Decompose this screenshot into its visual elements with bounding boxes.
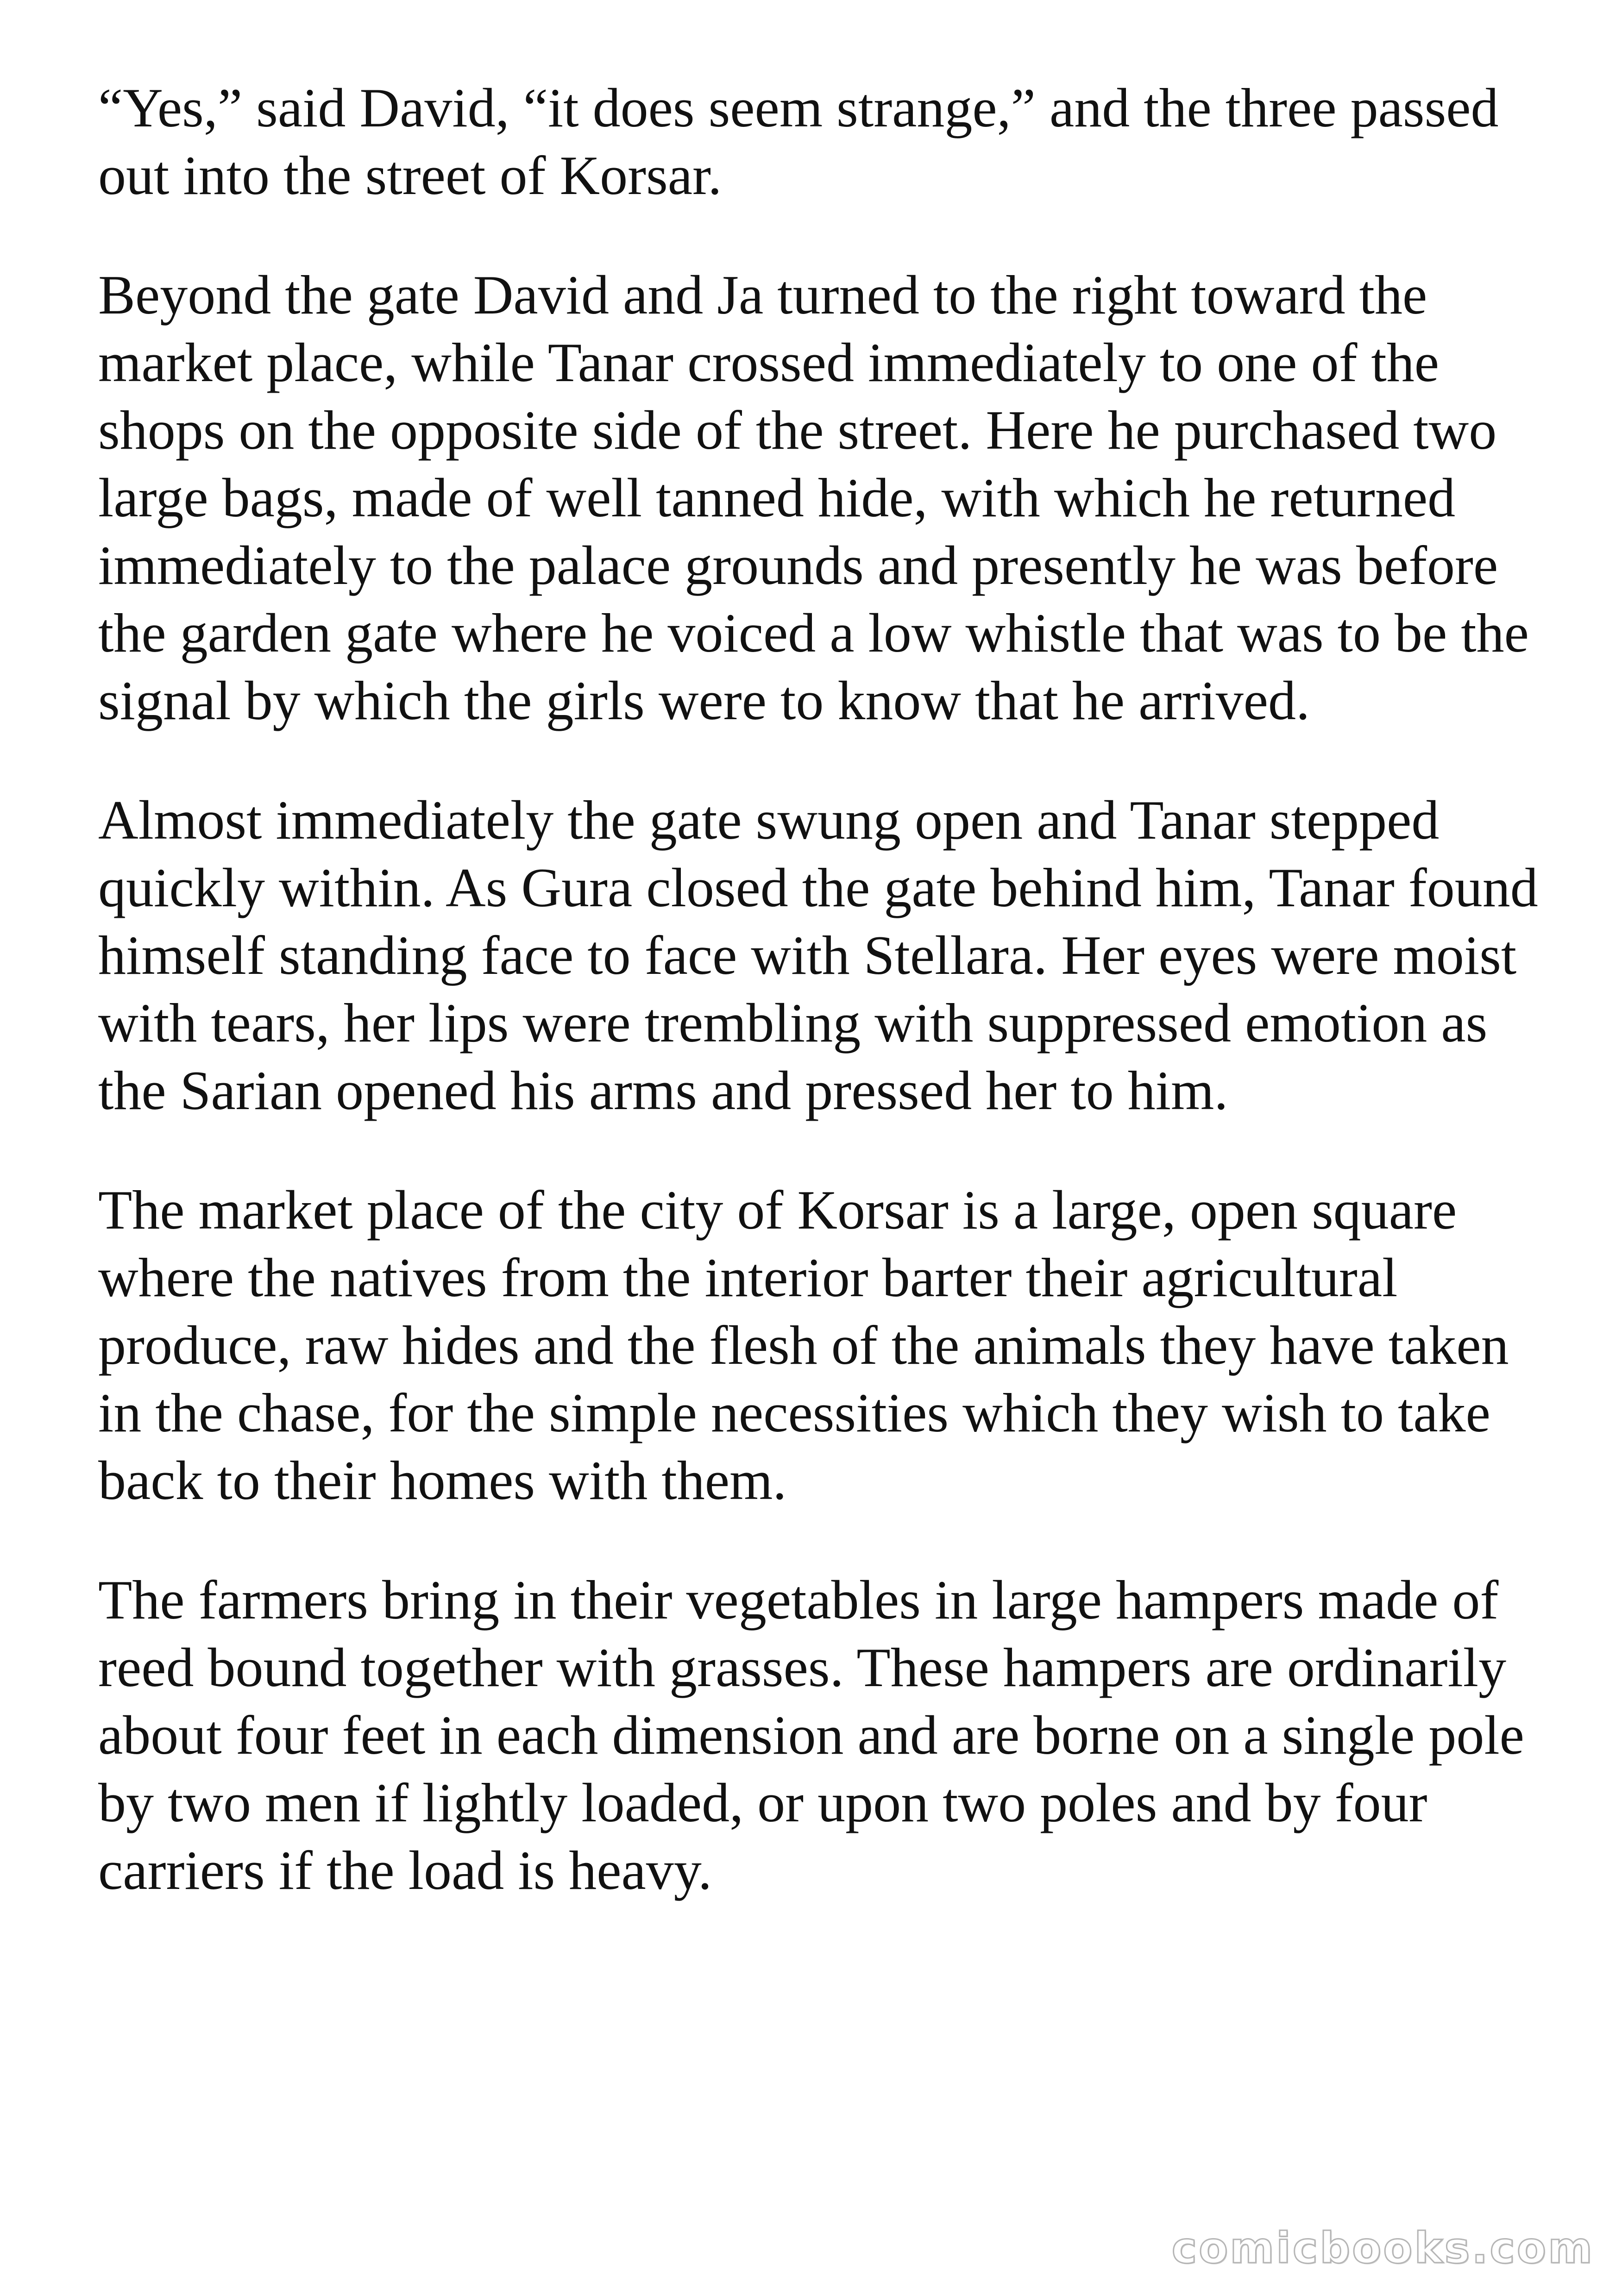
- paragraph-2: Beyond the gate David and Ja turned to the right toward the market place, while Tanar crossed immediately to one of the shops on the opposite side of the street. Here he purchased two large bags, made of well tanned hide, with which he returned immediately to the palace grounds and presently he was before the garden gate where he voiced a low whistle that was to be the signal by which the girls were to know that he arrived.: [98, 264, 1529, 731]
- paragraph-3: Almost immediately the gate swung open and Tanar stepped quickly within. As Gura closed the gate behind him, Tanar found himself standing face to face with Stellara. Her eyes were moist with tears, her lips were trembling with suppressed emotion as the Sarian opened his arms and pressed her to him.: [98, 789, 1538, 1121]
- watermark-logo: comicbooks.com: [1171, 2223, 1594, 2273]
- page-body: [98, 74, 1548, 1956]
- paragraph-5: The farmers bring in their vegetables in large hampers made of reed bound together with grasses. These hampers are ordinarily about four feet in each dimension and are borne on a single pole by two men if lightly loaded, or upon two poles and by four carriers if the load is heavy.: [98, 1569, 1524, 1901]
- paragraph-1: “Yes,” said David, “it does seem strange,” and the three passed out into the street of Korsar.: [98, 77, 1499, 206]
- paragraph-4: The market place of the city of Korsar is a large, open square where the natives from the interior barter their agricultural produce, raw hides and the flesh of the animals they have taken in the chase, for the simple necessities which they wish to take back to their homes with them.: [98, 1179, 1509, 1511]
